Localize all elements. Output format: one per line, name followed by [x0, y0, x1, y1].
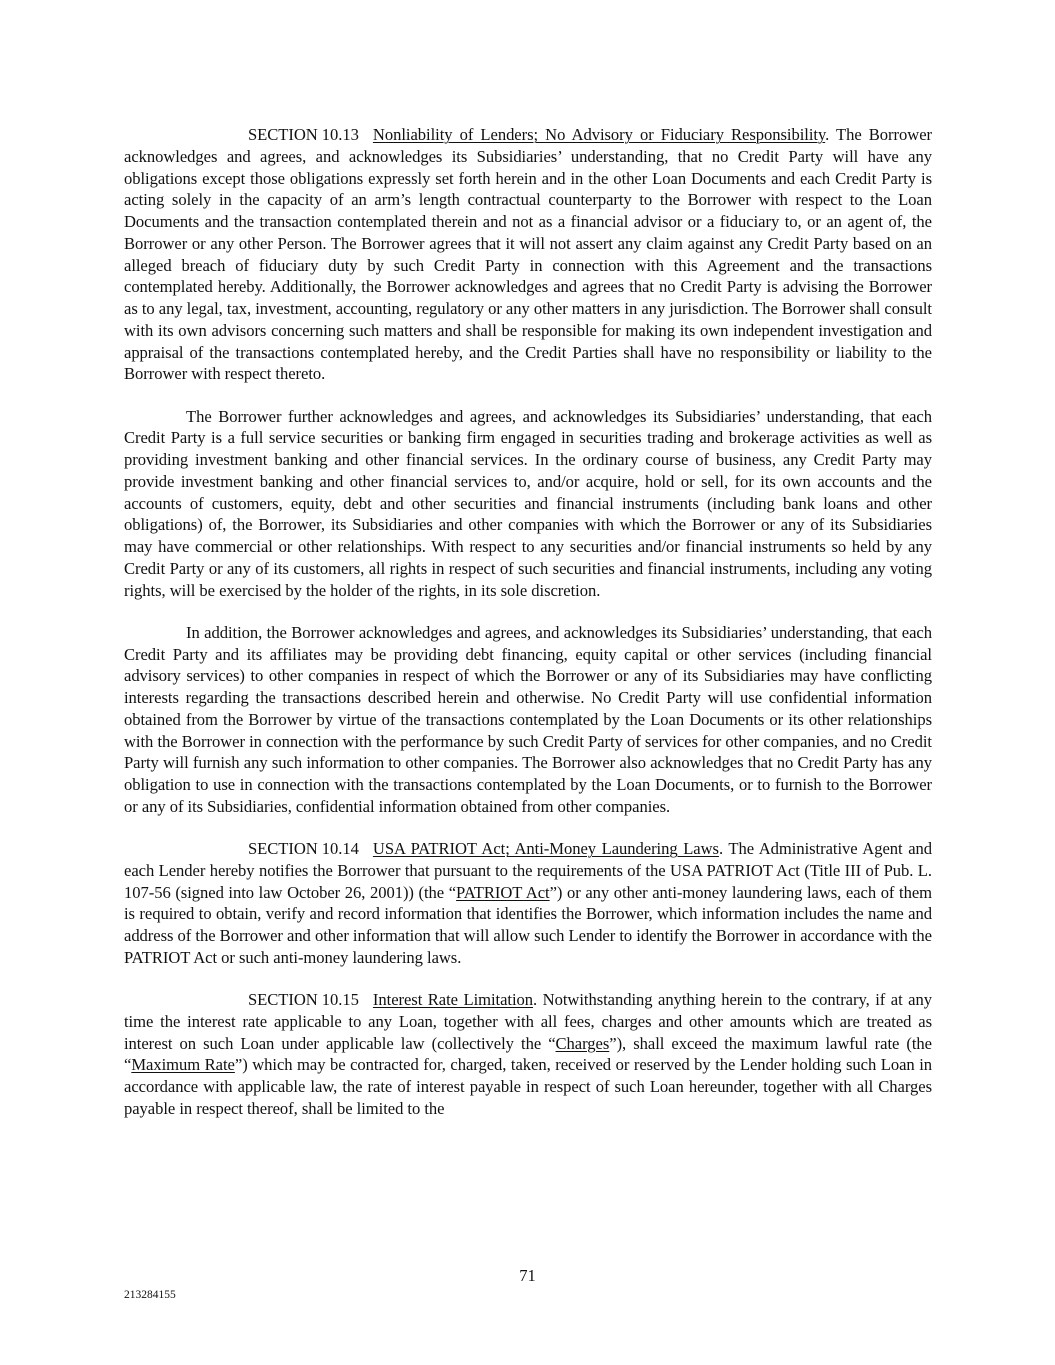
document-id: 213284155	[124, 1289, 176, 1301]
section-10-15-paragraph	[124, 989, 932, 1120]
section-number: SECTION 10.15	[248, 990, 359, 1009]
section-body: . The Borrower acknowledges and agrees, and acknowledges its Subsidiaries’ understanding, that no Credit Party will have any obligations except those obligations expressly set forth herein and in the other Loan Documents and each Credit Party is acting solely in the capacity of an arm’s length contractual counterparty to the Borrower with respect to the Loan Documents and the transaction contemplated therein and not as a financial advisor or a fiduciary to, or an agent of, the Borrower or any other Person. The Borrower agrees that it will not assert any claim against any Credit Party based on an alleged breach of fiduciary duty by such Credit Party in connection with this Agreement and the transactions contemplated hereby. Additionally, the Borrower acknowledges and agrees that no Credit Party is advising the Borrower as to any legal, tax, investment, accounting, regulatory or any other matters in any jurisdiction. The Borrower shall consult with its own advisors concerning such matters and shall be responsible for making its own independent investigation and appraisal of the transactions contemplated hereby, and the Credit Parties shall have no responsibility or liability to the Borrower with respect thereto.	[124, 125, 932, 384]
section-10-14-paragraph	[124, 838, 932, 969]
section-body-continued-2: ”) which may be contracted for, charged, taken, received or reserved by the Lender holding such Loan in accordance with applicable law, the rate of interest payable in respect of such Loan hereunder, together with all Charges payable in respect thereof, shall be limited to the	[124, 1055, 932, 1118]
section-title: Interest Rate Limitation	[372, 990, 534, 1009]
defined-term-maximum-rate: Maximum Rate	[131, 1055, 235, 1075]
section-10-13-paragraph-2: The Borrower further acknowledges and agrees, and acknowledges its Subsidiaries’ understanding, that each Credit Party is a full service securities or banking firm engaged in securities trading and brokerage activities as well as providing investment banking and other financial services. In the ordinary course of business, any Credit Party may provide investment banking and other financial services to, and/or acquire, hold or sell, for its own accounts and the accounts of customers, equity, debt and other securities and financial instruments (including bank loans and other obligations) of, the Borrower, its Subsidiaries and other companies with which the Borrower or any of its Subsidiaries may have commercial or other relationships. With respect to any securities and/or financial instruments so held by any Credit Party or any of its customers, all rights in respect of such securities and financial instruments, including any voting rights, will be exercised by the holder of the rights, in its sole discretion.	[124, 406, 932, 600]
section-body: . The Administrative Agent and each Lender hereby notifies the Borrower that pursuant to the requirements of the USA PATRIOT Act (Title III of Pub. L. 107-56 (signed into law October 26, 2001)) (the “	[124, 839, 932, 902]
page-number: 71	[519, 1266, 536, 1285]
section-body-continued: ”) or any other anti-money laundering laws, each of them is required to obtain, verify and record information that identifies the Borrower, which information includes the name and address of the Borrower and other information that will allow such Lender to identify the Borrower in accordance with the PATRIOT Act or such anti-money laundering laws.	[124, 882, 932, 967]
section-title: USA PATRIOT Act; Anti-Money Laundering Laws	[372, 839, 719, 858]
section-body-continued: ”), shall exceed the maximum lawful rate (the “	[124, 1033, 932, 1075]
defined-term-patriot-act: PATRIOT Act	[456, 882, 550, 902]
section-body: . Notwithstanding anything herein to the contrary, if at any time the interest rate applicable to any Loan, together with all fees, charges and other amounts which are treated as interest on such Loan under applicable law (collectively the “	[124, 990, 932, 1053]
section-10-13-paragraph-3: In addition, the Borrower acknowledges and agrees, and acknowledges its Subsidiaries’ understanding, that each Credit Party and its affiliates may be providing debt financing, equity capital or other services (including financial advisory services) to other companies in respect of which the Borrower or any of its Subsidiaries may have conflicting interests regarding the transactions described herein and otherwise. No Credit Party will use confidential information obtained from the Borrower by virtue of the transactions contemplated by the Loan Documents or its other relationships with the Borrower in connection with the performance by such Credit Party of services for other companies, and no Credit Party will furnish any such information to other companies. The Borrower also acknowledges that no Credit Party has any obligation to use in connection with the transactions contemplated by the Loan Documents, or to furnish to the Borrower or any of its Subsidiaries, confidential information obtained from other companies.	[124, 622, 932, 816]
section-number: SECTION 10.14	[248, 839, 359, 858]
section-10-13-paragraph	[124, 124, 932, 385]
defined-term-charges: Charges	[555, 1033, 610, 1053]
section-title: Nonliability of Lenders; No Advisory or Fiduciary Responsibility	[372, 125, 826, 144]
section-number: SECTION 10.13	[248, 125, 359, 144]
document-page	[124, 124, 932, 1140]
